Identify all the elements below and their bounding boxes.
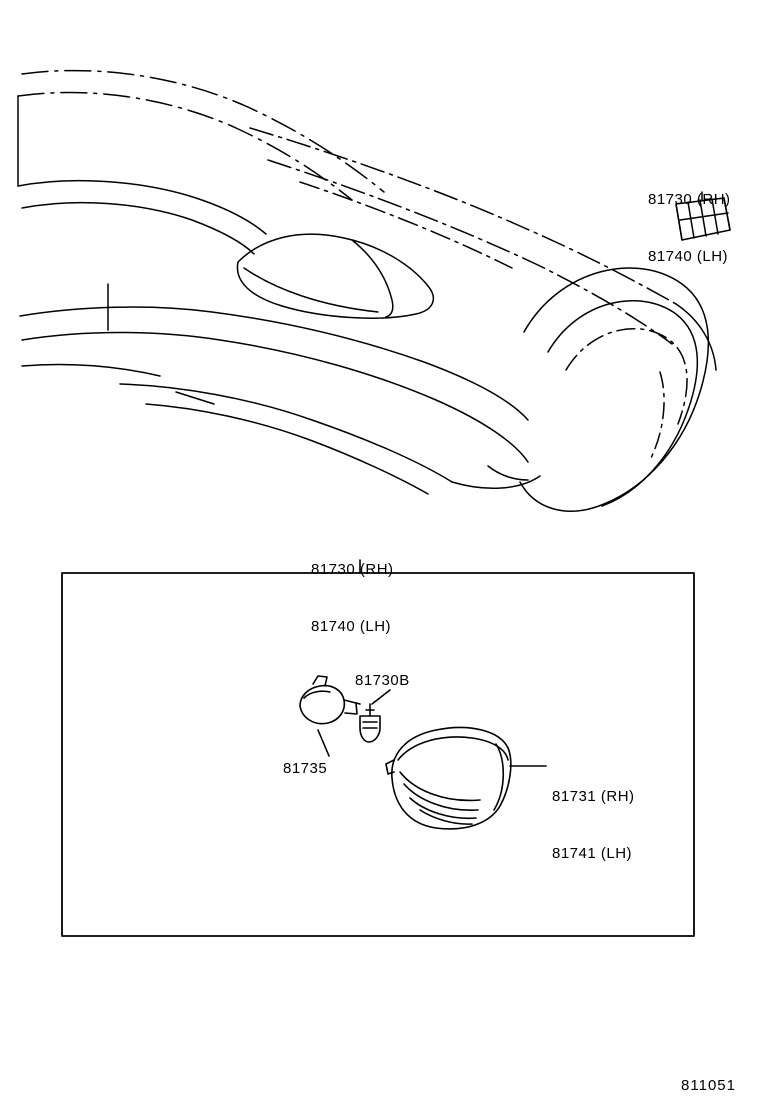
label-fender-lamp-lh: 81740 (LH) [648,248,729,265]
label-fender-lamp-rh: 81730 (RH) [648,191,731,208]
label-socket: 81735 [283,760,328,777]
label-fender-lamp [648,152,731,304]
label-lamp-assembly-rh: 81731 (RH) [552,788,635,805]
label-detail-assembly-lh: 81740 (LH) [311,618,392,635]
label-lamp-assembly-lh: 81741 (LH) [552,845,633,862]
diagram-code: 811051 [681,1077,736,1094]
label-bulb: 81730B [355,672,410,689]
label-detail-assembly [311,522,394,674]
label-detail-assembly-rh: 81730 (RH) [311,561,394,578]
label-lamp-assembly [552,749,635,901]
